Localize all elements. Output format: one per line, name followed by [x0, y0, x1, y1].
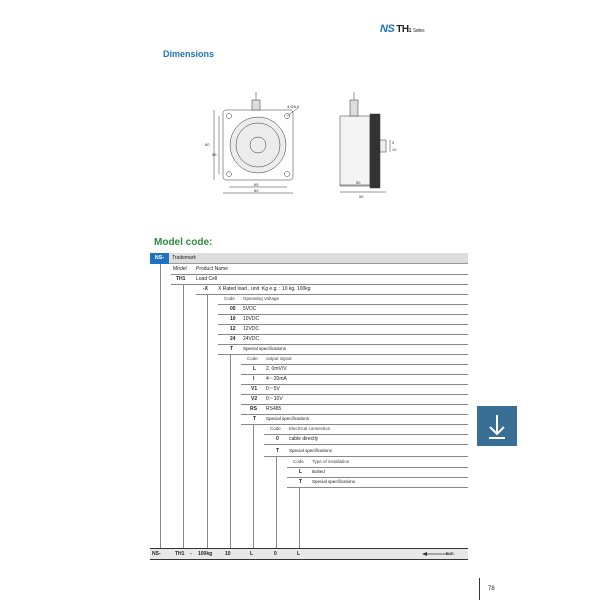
output-code: I — [253, 376, 255, 382]
connection-code: T — [276, 448, 280, 454]
connector-line — [299, 487, 300, 548]
output-header-text: output signal — [266, 356, 292, 361]
download-tab[interactable] — [477, 406, 517, 446]
th1-code: TH1 — [176, 276, 186, 282]
connector-line — [253, 424, 254, 548]
series-word: Series — [412, 28, 425, 34]
connector-line — [276, 457, 277, 548]
output-code: V1 — [251, 386, 258, 392]
download-arrow-icon — [477, 406, 517, 446]
depth-50-label: 50 — [356, 180, 361, 185]
connector-line — [230, 354, 231, 548]
installation-header-code: Code — [293, 459, 304, 464]
rated-text: X Rated load , unit :Kg e.g. : 10 kg, 100kg — [218, 286, 311, 292]
stud-5-label: 5 — [392, 140, 395, 145]
side-view — [340, 92, 390, 192]
output-code: V2 — [251, 396, 258, 402]
model-code-heading: Model code: — [154, 237, 213, 248]
brand-logo — [380, 23, 424, 35]
output-text: RS485 — [266, 406, 282, 412]
dimensions-heading: Dimensions — [163, 49, 215, 59]
connection-row — [264, 434, 468, 445]
output-text: 0～10V — [266, 396, 283, 402]
voltage-code: 05 — [230, 306, 236, 312]
connector-line — [207, 294, 208, 548]
installation-code: L — [299, 469, 303, 475]
voltage-text: 24VDC — [243, 336, 260, 342]
page-separator — [479, 578, 480, 600]
height-80-label: 80 — [205, 142, 210, 147]
example-part: NS- — [152, 551, 161, 557]
voltage-code: 24 — [230, 336, 236, 342]
front-view — [214, 92, 298, 193]
example-part: 10 — [225, 551, 231, 557]
voltage-text: 12VDC — [243, 326, 260, 332]
installation-header-text: Type of installation — [312, 459, 350, 464]
connection-header-text: Electrical connection — [289, 426, 331, 431]
output-text: 0～5V — [266, 386, 280, 392]
connection-row — [264, 446, 468, 457]
voltage-code: T — [230, 346, 234, 352]
example-part: L — [250, 551, 254, 557]
voltage-text: 5VDC — [243, 306, 257, 312]
connector-line — [183, 284, 184, 548]
height-65-label: 65 — [212, 152, 217, 157]
voltage-header-code: Code — [224, 296, 235, 301]
output-header-code: Code — [247, 356, 258, 361]
example-label: E.G. — [446, 551, 456, 556]
installation-row — [287, 477, 468, 488]
example-bar — [150, 548, 468, 560]
output-text: 2. 0mV/V — [266, 366, 287, 372]
output-code: T — [253, 416, 257, 422]
th1-text: Load Cell — [196, 276, 218, 282]
example-part: 0 — [274, 551, 277, 557]
example-part: 100kg — [198, 551, 213, 557]
connector-line — [160, 264, 161, 548]
ns-tag: NS- — [150, 253, 169, 264]
voltage-code: 10 — [230, 316, 236, 322]
stud-10-label: 10 — [392, 147, 397, 152]
output-code: L — [253, 366, 257, 372]
width-65-label: 65 — [254, 182, 259, 187]
output-code: RS — [250, 406, 257, 412]
model-text: Product Name — [196, 266, 228, 272]
trademark-label: Trademark — [172, 255, 196, 261]
depth-55-label: 55 — [359, 194, 364, 199]
series-sub: 1 — [408, 28, 411, 34]
output-text: Special specifications — [266, 416, 310, 421]
connection-code: 0 — [276, 436, 279, 442]
voltage-header-text: Operating Voltage — [243, 296, 280, 301]
width-80-label: 80 — [254, 188, 259, 193]
hole-label: 4-Φ6.5 — [287, 104, 300, 109]
dimension-drawing — [190, 88, 420, 203]
model-code: Model — [173, 266, 187, 272]
page-number: 78 — [488, 586, 495, 592]
installation-text: Special specifications — [312, 479, 356, 484]
trademark-row — [169, 253, 468, 264]
voltage-text: Special specifications — [243, 346, 287, 351]
connection-text: cable directly — [289, 436, 319, 442]
example-part: TH1 — [175, 551, 185, 557]
series-name: TH — [396, 24, 409, 35]
output-text: 4～20mA — [266, 376, 287, 382]
example-part: - — [190, 551, 192, 557]
voltage-code: 12 — [230, 326, 236, 332]
installation-code: T — [299, 479, 303, 485]
connection-header-code: Code — [270, 426, 281, 431]
installation-text: Bolted — [312, 469, 325, 474]
rated-code: -X — [203, 286, 208, 292]
connection-text: Special specifications — [289, 448, 333, 453]
example-part: L — [297, 551, 301, 557]
voltage-text: 10VDC — [243, 316, 260, 322]
brand-name: NS — [380, 23, 395, 35]
